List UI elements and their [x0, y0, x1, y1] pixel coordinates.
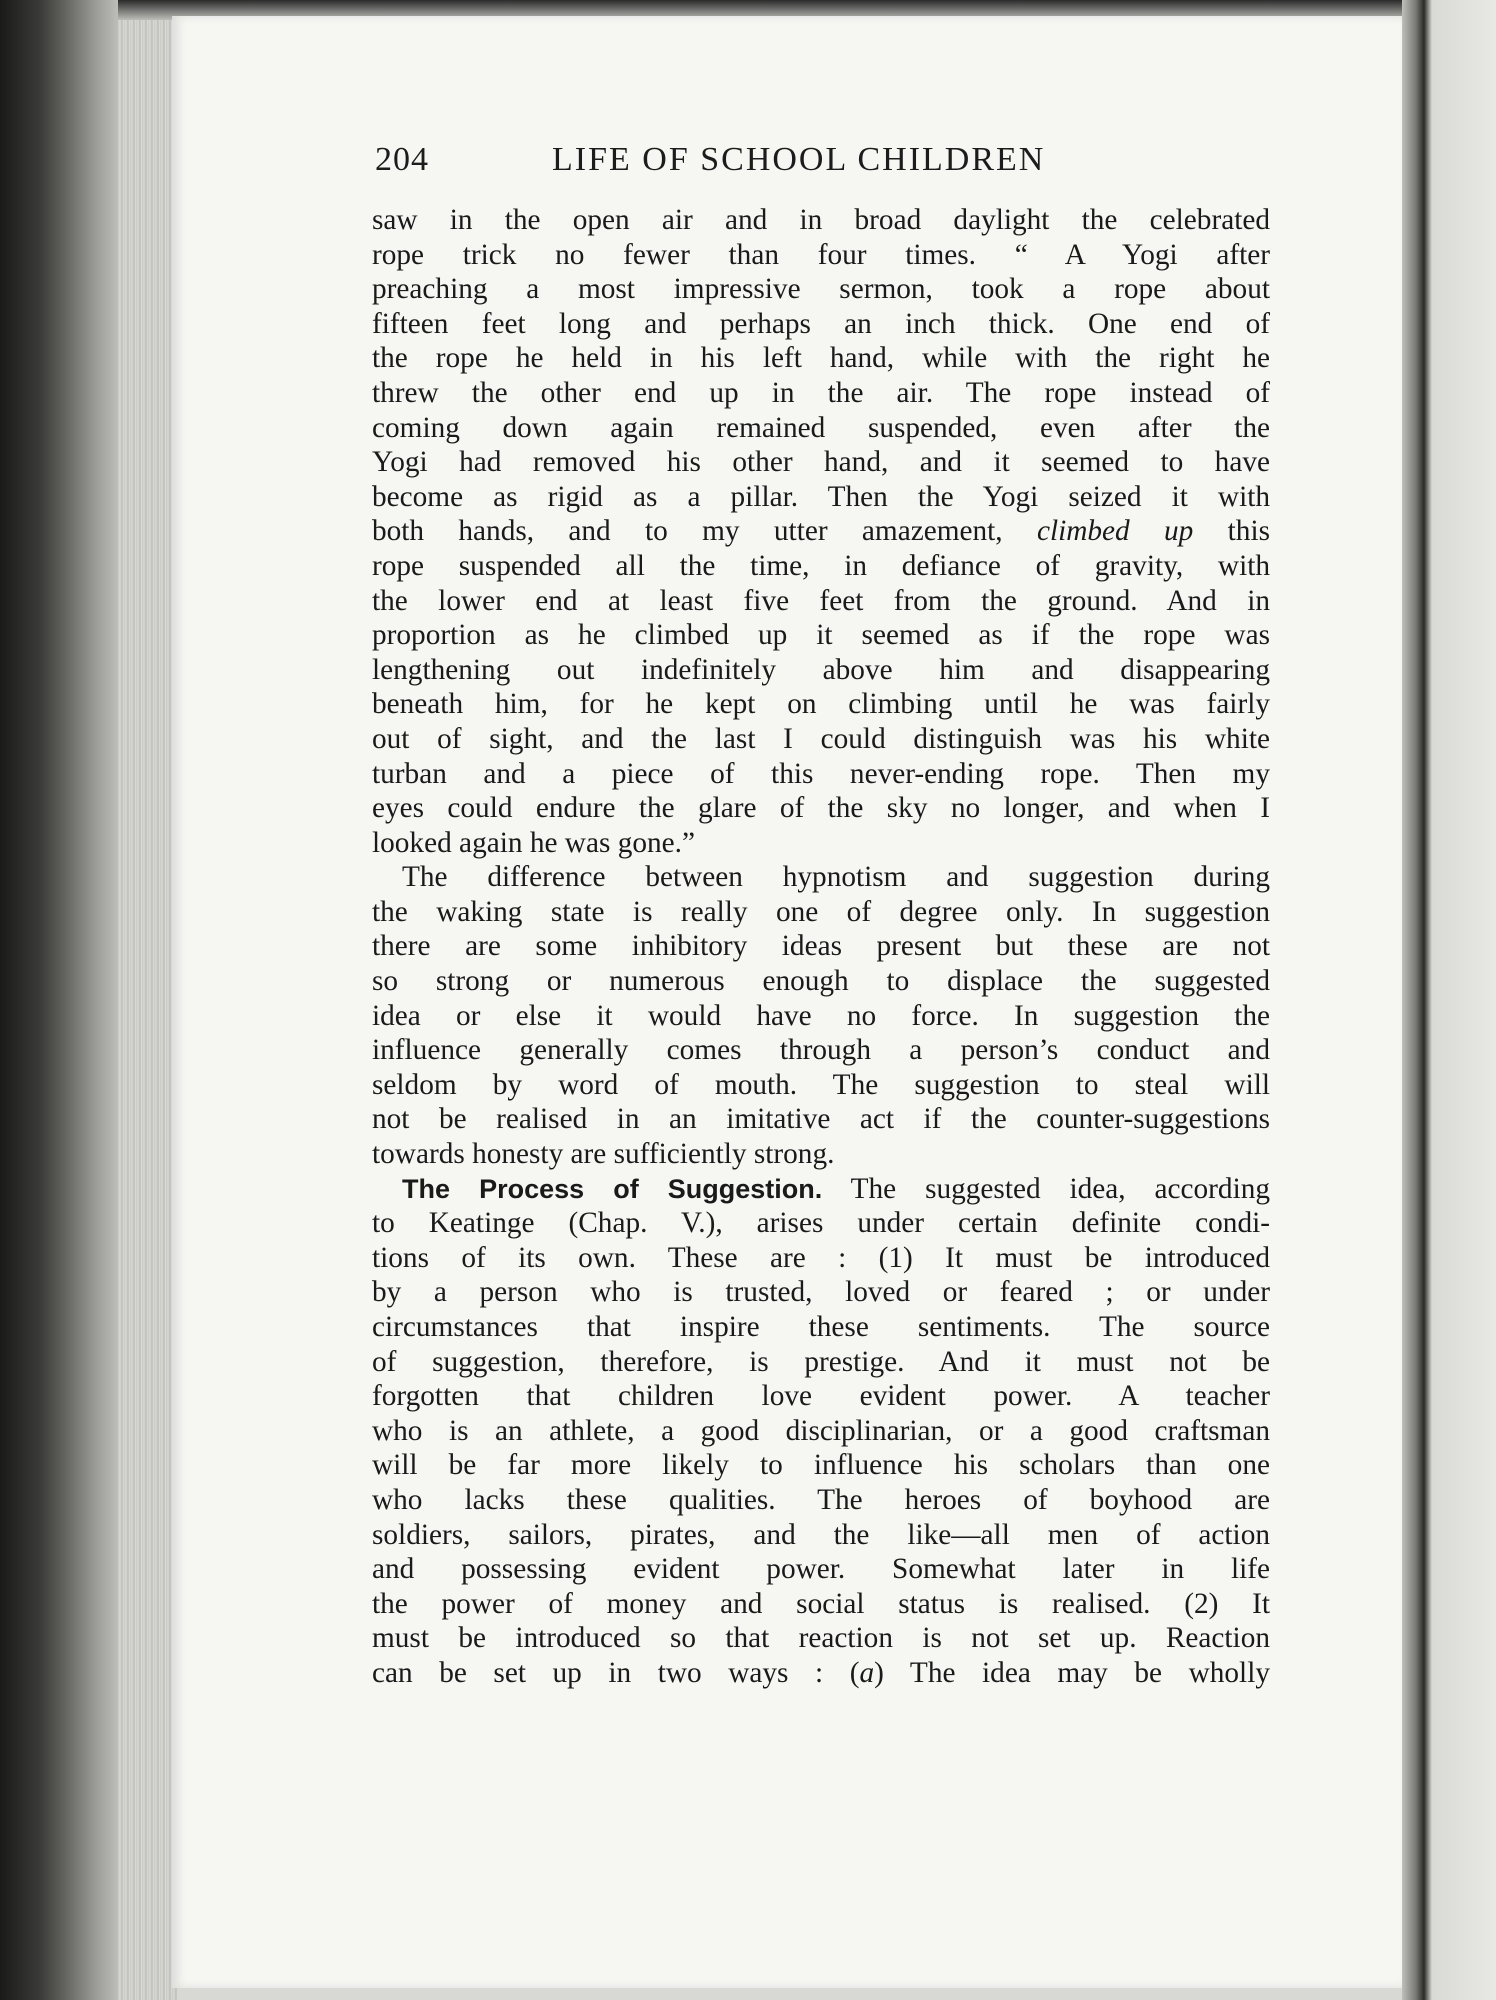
text-line: towards honesty are sufficiently strong.	[372, 1138, 835, 1171]
text-segment: this	[1227, 515, 1270, 548]
text-line: eyes could endure the glare of the sky no longer, and when I	[372, 792, 1270, 825]
text-line: Yogi had removed his other hand, and it seemed to have	[372, 446, 1270, 479]
text-line: must be introduced so that reaction is not set up. Reaction	[372, 1622, 1270, 1655]
text-line: and possessing evident power. Somewhat later in life	[372, 1553, 1270, 1586]
text-line: will be far more likely to influence his scholars than one	[372, 1449, 1270, 1482]
text-segment: can be set up in two ways : (	[372, 1656, 860, 1689]
text-line: the rope he held in his left hand, while with the right he	[372, 342, 1270, 375]
text-line: lengthening out indefinitely above him and disappearing	[372, 653, 1270, 686]
section-heading: The Process of Suggestion.	[402, 1173, 823, 1204]
text-line: influence generally comes through a person’s conduct and	[372, 1034, 1270, 1067]
italic-phrase: climbed up	[1036, 515, 1194, 548]
text-line: soldiers, sailors, pirates, and the like—all men of action	[372, 1518, 1270, 1551]
text-segment: ) The idea may be wholly	[874, 1656, 1270, 1689]
text-line: become as rigid as a pillar. Then the Yogi seized it with	[372, 480, 1270, 513]
text-line: the lower end at least five feet from the ground. And in	[372, 584, 1270, 617]
text-line-italic	[372, 1656, 1270, 1691]
text-line: idea or else it would have no force. In suggestion the	[372, 999, 1270, 1032]
text-line: coming down again remained suspended, even after the	[372, 411, 1270, 444]
text-line: to Keatinge (Chap. V.), arises under certain definite condi-	[372, 1207, 1270, 1240]
italic-letter: a	[859, 1656, 875, 1689]
text-line: seldom by word of mouth. The suggestion to steal will	[372, 1068, 1270, 1101]
text-line: rope trick no fewer than four times. “ A Yogi after	[372, 238, 1270, 271]
text-line: preaching a most impressive sermon, took a rope about	[372, 273, 1270, 306]
text-line: the waking state is really one of degree only. In suggestion	[372, 895, 1270, 928]
text-line: forgotten that children love evident power. A teacher	[372, 1380, 1270, 1413]
text-line-italic	[372, 514, 1270, 549]
text-line: the power of money and social status is realised. (2) It	[372, 1587, 1270, 1620]
text-line: rope suspended all the time, in defiance of gravity, with	[372, 549, 1270, 582]
running-title: LIFE OF SCHOOL CHILDREN	[552, 141, 1046, 178]
text-line: circumstances that inspire these sentiments. The source	[372, 1311, 1270, 1343]
text-line: turban and a piece of this never-ending rope. Then my	[372, 757, 1270, 790]
text-line: of suggestion, therefore, is prestige. And it must not be	[372, 1345, 1270, 1378]
text-line: out of sight, and the last I could distinguish was his white	[372, 722, 1270, 755]
text-line: looked again he was gone.”	[372, 826, 695, 859]
text-line-with-heading	[372, 1172, 1270, 1207]
text-line: beneath him, for he kept on climbing until he was fairly	[372, 688, 1270, 721]
book-spine-edge	[0, 0, 118, 2000]
text-line: not be realised in an imitative act if the counter-suggestions	[372, 1103, 1270, 1136]
page-stack-edges	[118, 0, 178, 2000]
text-line: who lacks these qualities. The heroes of boyhood are	[372, 1483, 1270, 1516]
text-line: there are some inhibitory ideas present but these are not	[372, 930, 1270, 963]
body-text	[372, 203, 1270, 1691]
right-gutter	[1402, 0, 1496, 2000]
text-line: by a person who is trusted, loved or feared ; or under	[372, 1276, 1270, 1309]
text-line: fifteen feet long and perhaps an inch thick. One end of	[372, 307, 1270, 340]
text-line: so strong or numerous enough to displace the suggested	[372, 965, 1270, 998]
text-line: who is an athlete, a good disciplinarian, or a good craftsman	[372, 1414, 1270, 1447]
text-line: threw the other end up in the air. The rope instead of	[372, 376, 1270, 409]
text-line: saw in the open air and in broad daylight the celebrated	[372, 204, 1270, 236]
text-line: tions of its own. These are : (1) It must be introduced	[372, 1241, 1270, 1274]
text-line: The difference between hypnotism and suggestion during	[402, 861, 1270, 894]
text-segment: both hands, and to my utter amazement,	[372, 515, 1003, 548]
text-segment: The suggested idea, according	[850, 1172, 1271, 1205]
text-line: proportion as he climbed up it seemed as if the rope was	[372, 619, 1270, 652]
page-number: 204	[375, 141, 429, 178]
